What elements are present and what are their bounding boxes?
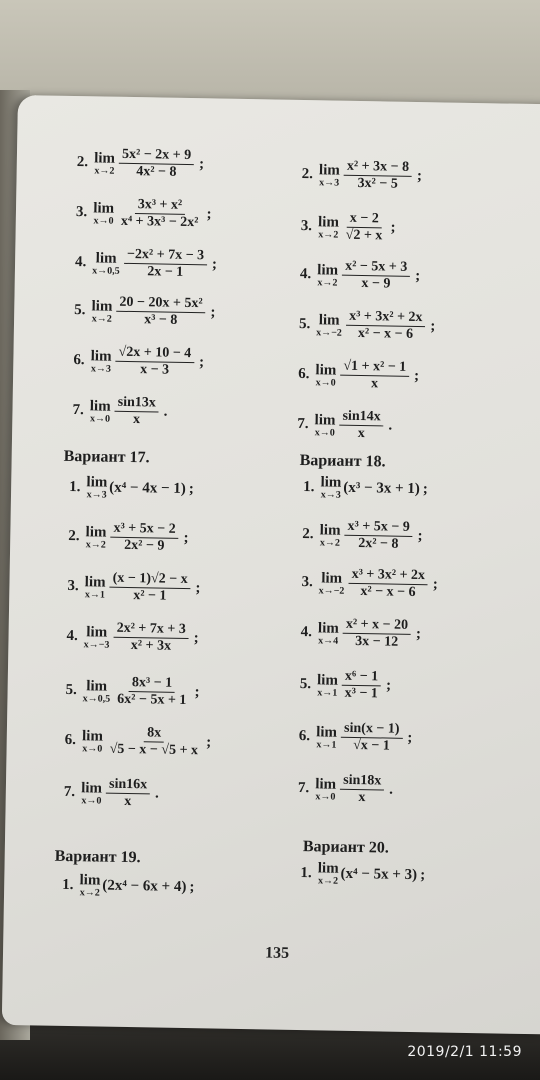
problem-number: 5. (298, 315, 311, 333)
limit-operator (320, 474, 341, 500)
limit-problem (64, 776, 160, 811)
problem-number: 3. (301, 574, 313, 591)
limit-problem (68, 520, 189, 555)
denominator: x³ − 8 (144, 312, 178, 328)
denominator: x² − x − 6 (360, 584, 416, 601)
fraction (109, 571, 191, 605)
limit-problem (64, 724, 211, 760)
fraction (341, 721, 403, 755)
fraction (118, 197, 202, 231)
problem-number: 6. (298, 728, 311, 745)
photo-timestamp: 2019/2/1 11:59 (407, 1044, 522, 1060)
punctuation: ; (430, 318, 436, 335)
problem-number: 7. (297, 415, 309, 433)
limit-subscript: x→2 (317, 276, 338, 289)
problem-number: 5. (74, 302, 86, 319)
punctuation: ; (188, 480, 194, 497)
punctuation: ; (210, 304, 216, 321)
denominator: 3x − 12 (355, 633, 399, 650)
numerator: 8x (144, 725, 164, 742)
denominator: x (358, 790, 366, 806)
limit-problem (300, 860, 425, 888)
numerator: x² + x − 20 (343, 617, 411, 635)
limit-problem (73, 344, 204, 379)
problem-number: 1. (62, 876, 74, 893)
limit-problem (302, 518, 423, 553)
denominator: √x − 1 (353, 737, 390, 754)
problem-number: 7. (297, 779, 310, 797)
lim-word: lim (93, 199, 115, 217)
denominator: 2x² − 8 (358, 536, 399, 552)
punctuation: ; (189, 878, 195, 895)
fraction (124, 247, 208, 281)
limit-operator (318, 214, 339, 240)
limit-subscript: x→0,5 (92, 264, 120, 277)
limit-operator (86, 474, 107, 500)
denominator: x − 3 (140, 362, 170, 378)
lim-word: lim (86, 677, 108, 695)
numerator: x³ + 3x² + 2x (348, 567, 428, 585)
punctuation: . (389, 781, 394, 798)
limit-problem (301, 158, 422, 193)
fraction (115, 345, 194, 379)
lim-word: lim (81, 779, 103, 797)
lim-word: lim (84, 573, 106, 591)
problem-number: 6. (73, 352, 85, 369)
lim-word: lim (79, 872, 101, 889)
denominator: x (357, 425, 365, 442)
problem-number: 3. (75, 204, 88, 221)
problem-number: 7. (63, 783, 76, 801)
limit-subscript: x→0 (315, 790, 336, 803)
punctuation: ; (193, 630, 199, 647)
problem-number: 2. (301, 165, 314, 183)
punctuation: . (163, 403, 168, 420)
limit-problem (300, 616, 421, 651)
page-number: 135 (264, 944, 290, 962)
limit-problem (300, 258, 421, 293)
numerator: 2x² + 7x + 3 (113, 621, 188, 639)
denominator: 3x² − 5 (357, 175, 398, 192)
numerator: 3x³ + x² (135, 197, 186, 215)
problem-number: 2. (76, 154, 89, 171)
limit-subscript: x→2 (91, 312, 112, 325)
limit-subscript: x→2 (317, 875, 339, 887)
limit-problem (298, 772, 394, 807)
punctuation: ; (420, 866, 426, 883)
lim-word: lim (86, 623, 108, 641)
fraction (116, 295, 206, 330)
numerator: 8x³ − 1 (129, 675, 175, 693)
lim-word: lim (89, 397, 111, 415)
fraction (342, 669, 382, 703)
expression: (x³ − 3x + 1) (343, 479, 421, 497)
lim-word: lim (316, 723, 338, 741)
limit-problem (62, 872, 195, 900)
denominator: x² − x − 6 (357, 325, 414, 342)
limit-operator (82, 728, 103, 754)
numerator: x² − 5x + 3 (342, 259, 410, 277)
limit-operator (85, 524, 106, 550)
limit-subscript: x→2 (79, 887, 100, 899)
lim-word: lim (81, 727, 104, 745)
limit-operator (90, 398, 111, 424)
lim-word: lim (85, 523, 107, 541)
limit-problem (65, 674, 199, 709)
numerator: 5x² − 2x + 9 (119, 147, 194, 165)
limit-subscript: x→4 (318, 634, 339, 647)
limit-subscript: x→2 (318, 228, 339, 241)
lim-word: lim (316, 671, 339, 689)
numerator: x − 2 (347, 211, 382, 229)
limit-problem (74, 294, 216, 329)
punctuation: ; (195, 580, 201, 597)
limit-operator (317, 262, 338, 288)
limit-operator (94, 150, 115, 176)
punctuation: . (388, 417, 393, 434)
book-page (2, 95, 540, 1034)
lim-word: lim (315, 361, 337, 379)
numerator: 20 − 20x + 5x² (116, 295, 205, 314)
numerator: x³ + 5x − 9 (344, 519, 412, 537)
lim-word: lim (314, 411, 336, 429)
lim-word: lim (95, 249, 117, 267)
denominator: √2 + x (345, 227, 383, 244)
limit-problem (301, 566, 438, 601)
numerator: sin13x (115, 395, 159, 413)
limit-subscript: x→0 (82, 742, 103, 755)
limit-operator (92, 250, 120, 276)
limit-subscript: x→2 (94, 164, 115, 177)
limit-operator (91, 298, 112, 324)
punctuation: ; (183, 529, 189, 547)
limit-subscript: x→3 (86, 489, 107, 501)
limit-operator (319, 570, 345, 596)
numerator: x³ + 3x² + 2x (346, 309, 426, 327)
problem-number: 1. (303, 478, 315, 495)
limit-operator (316, 312, 342, 338)
limit-problem (72, 394, 168, 429)
limit-problem (299, 308, 436, 343)
limit-subscript: x→1 (316, 738, 337, 751)
limit-subscript: x→1 (317, 686, 338, 699)
punctuation: ; (385, 677, 392, 694)
lim-word: lim (317, 860, 339, 877)
limit-operator (316, 724, 337, 750)
punctuation: ; (211, 256, 218, 273)
denominator: x (132, 412, 141, 428)
limit-operator (79, 872, 100, 898)
expression: (2x⁴ − 6x + 4) (102, 877, 187, 895)
limit-subscript: x→−2 (316, 326, 342, 339)
fraction (114, 675, 190, 709)
lim-word: lim (91, 297, 113, 315)
limit-operator (315, 362, 336, 388)
punctuation: ; (198, 354, 205, 371)
punctuation: ; (407, 729, 413, 746)
numerator: sin14x (339, 409, 383, 427)
problem-number: 1. (69, 478, 81, 495)
limit-subscript: x→−2 (318, 584, 345, 597)
limit-subscript: x→0 (314, 426, 335, 439)
problem-number: 7. (72, 402, 84, 419)
limit-operator (317, 672, 338, 698)
problem-number: 1. (300, 864, 312, 881)
lim-word: lim (90, 347, 112, 365)
limit-problem (299, 720, 413, 755)
numerator: sin(x − 1) (341, 721, 403, 739)
lim-word: lim (318, 311, 340, 329)
limit-subscript: x→0 (93, 214, 114, 227)
limit-subscript: x→−3 (83, 638, 110, 651)
limit-operator (84, 574, 105, 600)
limit-subscript: x→1 (84, 588, 106, 601)
numerator: (x − 1)√2 − x (110, 571, 191, 589)
fraction (344, 519, 413, 553)
background-wall (0, 0, 540, 110)
problem-number: 4. (66, 627, 78, 645)
lim-word: lim (319, 521, 341, 539)
numerator: sin18x (340, 773, 384, 791)
limit-problem (67, 570, 201, 605)
fraction (339, 409, 384, 443)
heading-variant-18: Вариант 18. (299, 451, 386, 471)
denominator: x² − 1 (133, 588, 167, 604)
punctuation: ; (206, 206, 212, 223)
denominator: x (124, 793, 132, 810)
limit-operator (319, 522, 340, 548)
numerator: x³ + 5x − 2 (110, 521, 178, 539)
fraction (119, 147, 195, 181)
limit-subscript: x→2 (85, 538, 106, 551)
lim-word: lim (320, 474, 342, 491)
denominator: x³ − 1 (344, 685, 379, 702)
punctuation: . (154, 785, 159, 802)
fraction (107, 725, 202, 760)
limit-operator (314, 412, 335, 438)
punctuation: ; (432, 576, 438, 593)
lim-word: lim (86, 474, 108, 491)
problem-number: 3. (300, 217, 313, 235)
limit-operator (317, 860, 338, 886)
limit-problem (298, 358, 419, 393)
expression: (x⁴ − 4x − 1) (109, 479, 186, 497)
lim-word: lim (315, 775, 337, 793)
punctuation: ; (413, 367, 420, 385)
numerator: √2x + 10 − 4 (115, 345, 194, 363)
limit-operator (318, 620, 339, 646)
punctuation: ; (415, 626, 422, 643)
problem-number: 2. (302, 526, 314, 543)
limit-subscript: x→0 (89, 412, 111, 425)
limit-problem (303, 474, 428, 502)
punctuation: ; (390, 219, 396, 236)
problem-number: 5. (299, 676, 312, 693)
limit-problem (75, 246, 217, 281)
lim-word: lim (317, 619, 339, 637)
fraction (106, 777, 151, 811)
punctuation: ; (415, 267, 421, 285)
limit-subscript: x→3 (320, 489, 341, 501)
heading-variant-17: Вариант 17. (63, 447, 150, 467)
fraction (343, 211, 386, 245)
denominator: 2x − 1 (147, 264, 184, 280)
denominator: 4x² − 8 (136, 164, 177, 180)
limit-problem (66, 620, 199, 655)
denominator: 6x² − 5x + 1 (117, 691, 187, 709)
numerator: −2x² + 7x − 3 (124, 247, 207, 265)
punctuation: ; (416, 167, 423, 185)
numerator: x⁶ − 1 (342, 669, 381, 687)
problem-number: 2. (68, 527, 80, 545)
fraction (340, 773, 385, 807)
denominator: x⁴ + 3x³ − 2x² (120, 213, 199, 231)
limit-problem (69, 474, 194, 502)
fraction (342, 259, 411, 293)
problem-number: 4. (299, 265, 312, 283)
denominator: 2x² − 9 (124, 537, 165, 554)
denominator: √5 − x − √5 + x (109, 741, 199, 759)
limit-operator (315, 776, 336, 802)
numerator: sin16x (106, 777, 150, 795)
problem-number: 6. (298, 365, 310, 383)
punctuation: ; (194, 684, 200, 701)
denominator: x − 9 (361, 276, 391, 292)
limit-problem (77, 146, 205, 181)
numerator: √1 + x² − 1 (340, 359, 409, 377)
problem-number: 6. (64, 731, 77, 749)
punctuation: ; (198, 156, 205, 173)
limit-operator (319, 162, 340, 188)
fraction (346, 309, 426, 343)
expression: (x⁴ − 5x + 3) (340, 865, 418, 883)
limit-subscript: x→3 (90, 362, 112, 375)
lim-word: lim (94, 149, 116, 167)
punctuation: ; (417, 528, 423, 545)
lim-word: lim (321, 569, 343, 587)
problem-number: 3. (67, 577, 79, 595)
fraction (342, 617, 411, 651)
lim-word: lim (317, 213, 340, 231)
punctuation: ; (205, 734, 212, 751)
limit-operator (83, 678, 111, 704)
limit-subscript: x→3 (319, 176, 340, 189)
limit-operator (81, 780, 102, 806)
fraction (113, 621, 189, 655)
problem-number: 4. (300, 624, 313, 641)
limit-operator (90, 348, 111, 374)
limit-operator (93, 200, 114, 226)
limit-problem (297, 408, 393, 443)
limit-problem (76, 196, 212, 231)
lim-word: lim (318, 161, 340, 179)
numerator: x² + 3x − 8 (344, 159, 412, 177)
limit-subscript: x→0,5 (82, 692, 111, 705)
problem-number: 4. (74, 254, 87, 271)
problem-number: 5. (65, 681, 78, 699)
fraction (110, 521, 179, 555)
limit-subscript: x→0 (315, 376, 336, 389)
limit-operator (84, 624, 110, 650)
limit-problem (300, 210, 395, 245)
lim-word: lim (317, 261, 339, 279)
denominator: x² + 3x (130, 638, 172, 654)
punctuation: ; (422, 480, 429, 497)
heading-variant-20: Вариант 20. (302, 838, 389, 857)
fraction (114, 395, 159, 429)
fraction (343, 159, 412, 193)
denominator: x (370, 376, 379, 392)
heading-variant-19: Вариант 19. (54, 847, 141, 867)
limit-subscript: x→2 (319, 536, 341, 549)
fraction (340, 359, 409, 393)
fraction (348, 567, 428, 601)
limit-subscript: x→0 (81, 794, 102, 807)
limit-problem (299, 668, 391, 703)
